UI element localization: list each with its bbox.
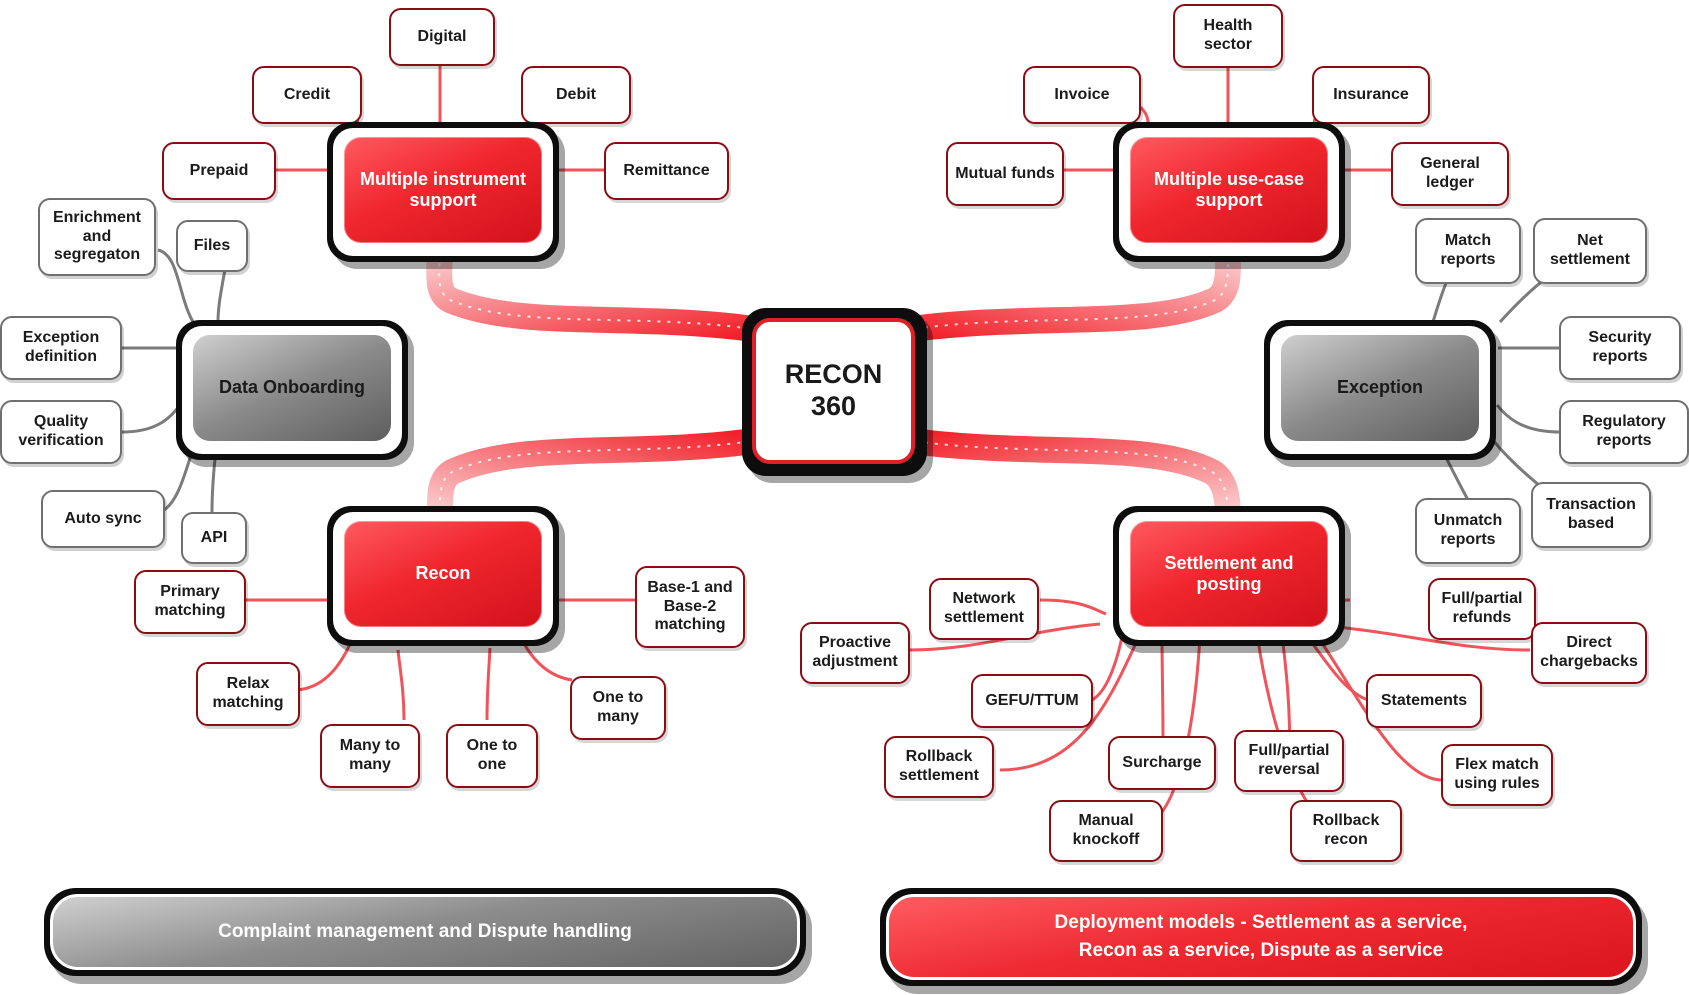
- leaf-remittance[interactable]: Remittance: [604, 142, 729, 200]
- leaf-regulatory-reports[interactable]: Regulatory reports: [1559, 400, 1689, 464]
- leaf-manual-knockoff[interactable]: Manual knockoff: [1049, 800, 1163, 862]
- leaf-prepaid[interactable]: Prepaid: [162, 142, 276, 200]
- leaf-credit[interactable]: Credit: [252, 66, 362, 124]
- leaf-debit[interactable]: Debit: [521, 66, 631, 124]
- leaf-proactive-adjustment[interactable]: Proactive adjustment: [800, 622, 910, 684]
- hub-settlement-and-posting[interactable]: Settlement and posting: [1127, 518, 1331, 630]
- banner-deployment-rest: - Settlement as a service,: [1235, 912, 1468, 934]
- banner-deployment-lead: Deployment models: [1054, 912, 1236, 934]
- hub-recon[interactable]: Recon: [341, 518, 545, 630]
- leaf-flex-match-using-rules[interactable]: Flex match using rules: [1441, 744, 1553, 806]
- leaf-many-to-many[interactable]: Many to many: [320, 724, 420, 788]
- leaf-files[interactable]: Files: [176, 220, 248, 272]
- leaf-mutual-funds[interactable]: Mutual funds: [946, 142, 1064, 206]
- leaf-network-settlement[interactable]: Network settlement: [929, 578, 1039, 640]
- hub-multiple-usecase-support[interactable]: Multiple use-case support: [1127, 134, 1331, 246]
- leaf-match-reports[interactable]: Match reports: [1415, 218, 1521, 284]
- leaf-one-to-many[interactable]: One to many: [570, 676, 666, 740]
- leaf-api[interactable]: API: [181, 512, 247, 564]
- leaf-rollback-settlement[interactable]: Rollback settlement: [884, 736, 994, 798]
- leaf-invoice[interactable]: Invoice: [1023, 66, 1141, 124]
- leaf-unmatch-reports[interactable]: Unmatch reports: [1415, 498, 1521, 564]
- leaf-security-reports[interactable]: Security reports: [1559, 316, 1681, 380]
- hub-data-onboarding[interactable]: Data Onboarding: [190, 332, 394, 444]
- leaf-gefu-ttum[interactable]: GEFU/TTUM: [971, 674, 1093, 728]
- leaf-general-ledger[interactable]: General ledger: [1391, 142, 1509, 206]
- leaf-surcharge[interactable]: Surcharge: [1108, 736, 1216, 790]
- banner-deployment-models[interactable]: [886, 894, 1636, 980]
- leaf-base1-base2-matching[interactable]: Base-1 and Base-2 matching: [635, 566, 745, 648]
- hub-multiple-instrument-support[interactable]: Multiple instrument support: [341, 134, 545, 246]
- leaf-relax-matching[interactable]: Relax matching: [196, 662, 300, 726]
- hub-exception[interactable]: Exception: [1278, 332, 1482, 444]
- leaf-rollback-recon[interactable]: Rollback recon: [1290, 800, 1402, 862]
- leaf-statements[interactable]: Statements: [1366, 674, 1482, 728]
- leaf-exception-definition[interactable]: Exception definition: [0, 316, 122, 380]
- leaf-net-settlement[interactable]: Net settlement: [1533, 218, 1647, 284]
- core-node-recon360[interactable]: RECON 360: [752, 318, 915, 464]
- leaf-one-to-one[interactable]: One to one: [446, 724, 538, 788]
- leaf-transaction-based[interactable]: Transaction based: [1531, 482, 1651, 548]
- leaf-auto-sync[interactable]: Auto sync: [41, 490, 165, 548]
- banner-complaint-management[interactable]: Complaint management and Dispute handling: [50, 894, 800, 970]
- leaf-enrichment-and-segregaton[interactable]: Enrichment and segregaton: [38, 198, 156, 276]
- banner-deployment-line2: Recon as a service, Dispute as a service: [1078, 940, 1444, 961]
- leaf-primary-matching[interactable]: Primary matching: [134, 570, 246, 634]
- leaf-quality-verification[interactable]: Quality verification: [0, 400, 122, 464]
- leaf-full-partial-refunds[interactable]: Full/partial refunds: [1428, 578, 1536, 640]
- leaf-direct-chargebacks[interactable]: Direct chargebacks: [1531, 622, 1647, 684]
- leaf-health-sector[interactable]: Health sector: [1173, 4, 1283, 68]
- leaf-full-partial-reversal[interactable]: Full/partial reversal: [1234, 730, 1344, 792]
- leaf-digital[interactable]: Digital: [389, 8, 495, 66]
- leaf-insurance[interactable]: Insurance: [1312, 66, 1430, 124]
